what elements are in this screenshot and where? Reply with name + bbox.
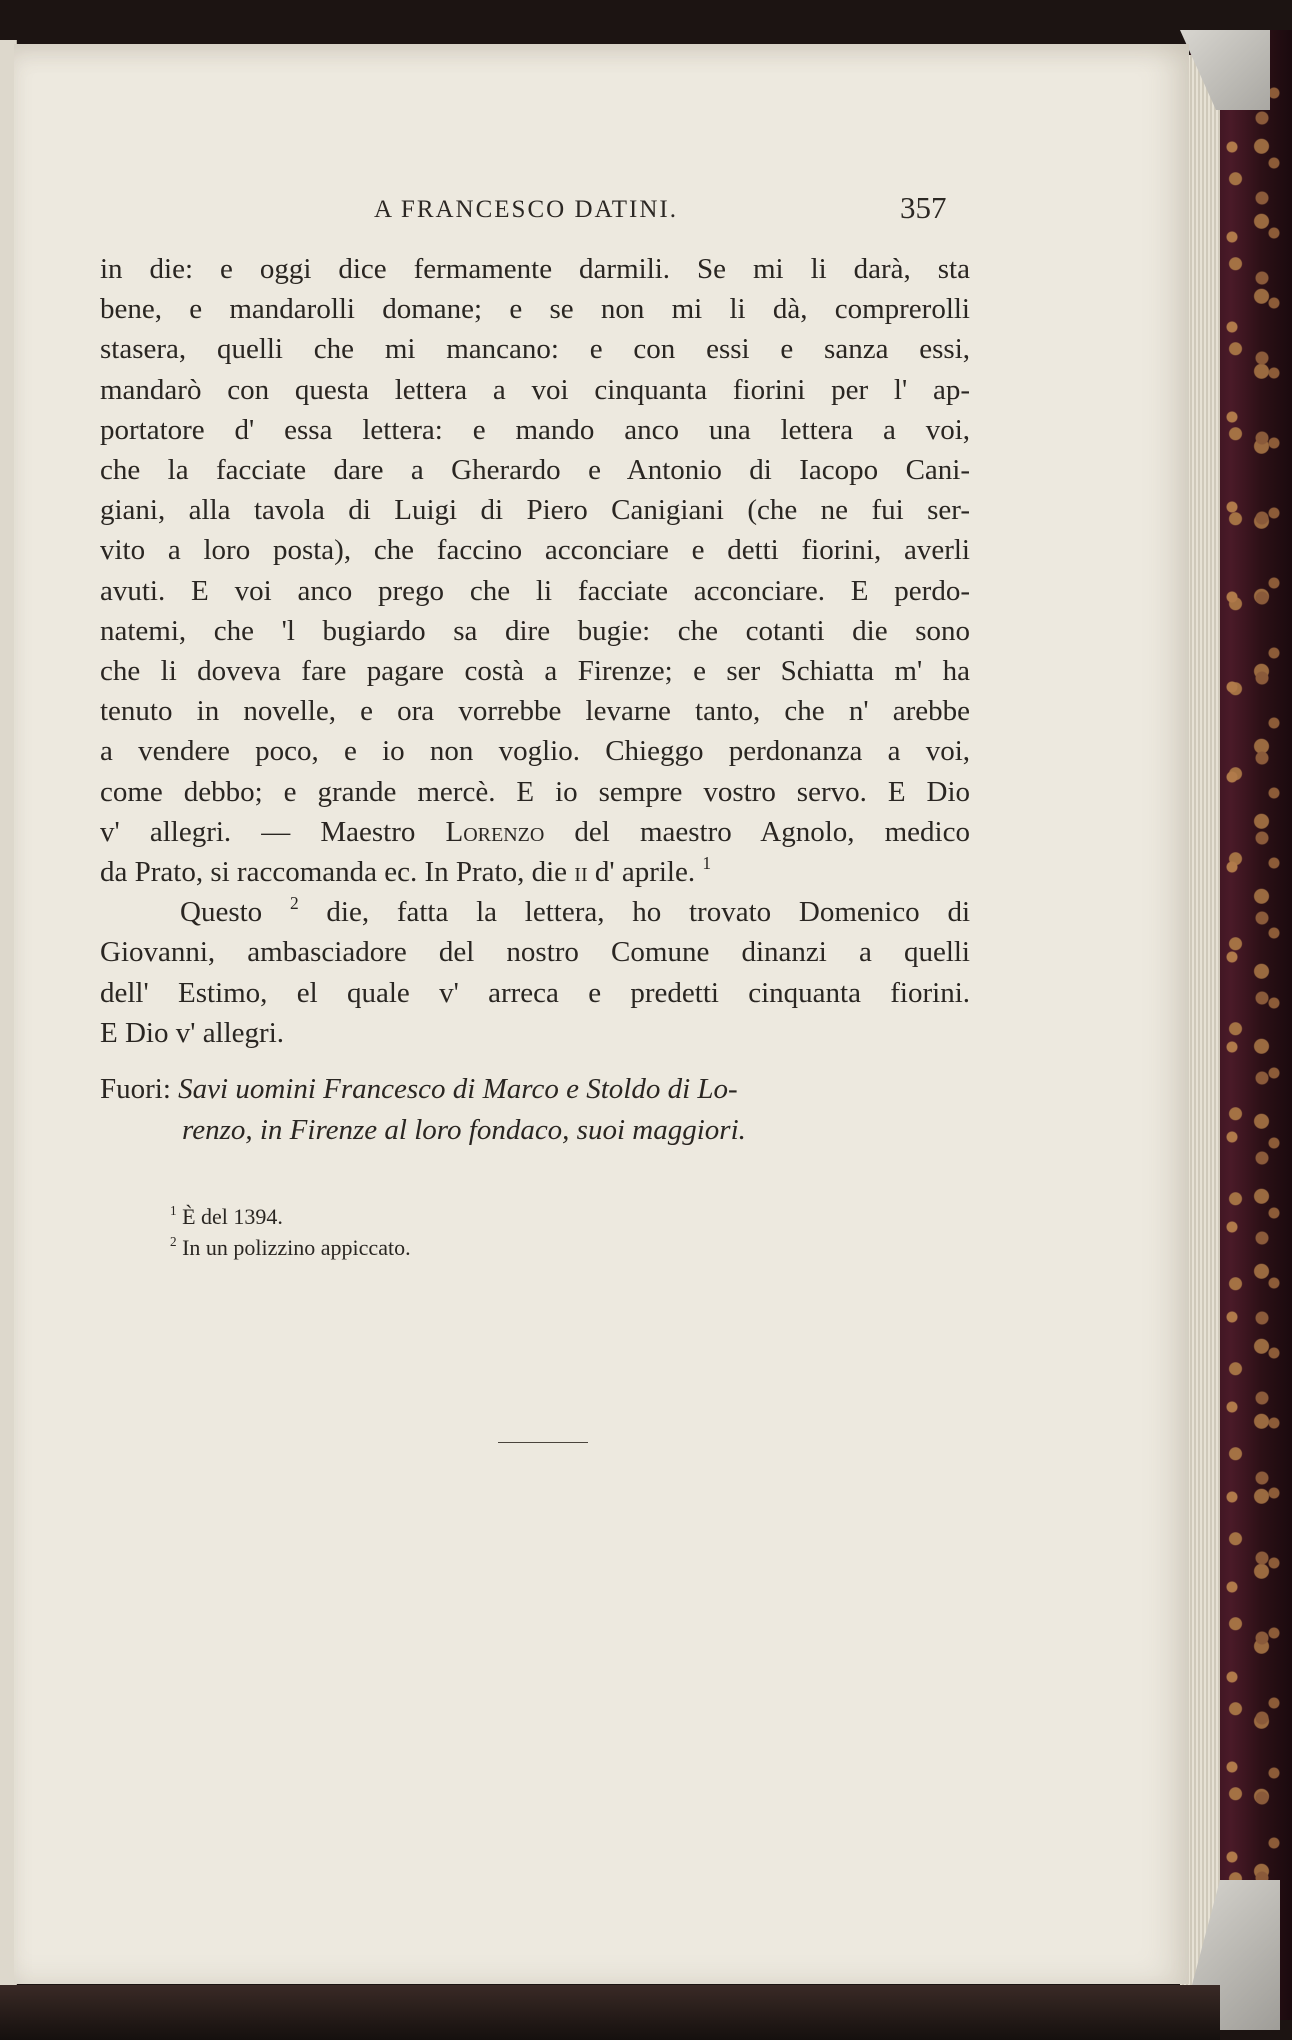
signature-after: del maestro Agnolo, medico [544, 815, 970, 848]
date-line [100, 852, 970, 892]
running-title: A FRANCESCO DATINI. [374, 196, 679, 223]
postscript-first-rest: die, fatta la lettera, ho trovato Domenico di [298, 896, 970, 929]
text-line: a vendere poco, e io non voglio. Chieggo perdonanza a voi, [100, 735, 970, 768]
text-line: che li doveva fare pagare costà a Firenze; e ser Schiatta m' ha [100, 655, 970, 688]
date-month: d' aprile. [587, 856, 696, 889]
text-line: avuti. E voi anco prego che li facciate acconciare. E perdo- [100, 574, 970, 607]
address-line-2: renzo, in Firenze al loro fondaco, suoi maggiori. [182, 1114, 746, 1146]
footnote [170, 1201, 411, 1232]
postscript-first-word: Questo [180, 896, 263, 929]
text-line: natemi, che 'l bugiardo sa dire bugie: che cotanti die sono [100, 614, 970, 647]
signature-before: v' allegri. — Maestro [100, 815, 446, 848]
signature-name: Lorenzo [445, 815, 545, 848]
text-line: Giovanni, ambasciadore del nostro Comune dinanzi a quelli [100, 936, 970, 969]
postscript-first-line [100, 892, 970, 932]
footnote-text: In un polizzino appiccato. [182, 1235, 411, 1260]
footnote-ref: 2 [289, 893, 299, 914]
address-block [100, 1069, 970, 1151]
date-text: da Prato, si raccomanda ec. In Prato, die [100, 856, 575, 889]
text-line: che la facciate dare a Gherardo e Antonio di Iacopo Cani- [100, 454, 970, 487]
text-line: in die: e oggi dice fermamente darmili. Se mi li darà, sta [100, 253, 970, 285]
text-line: mandarò con questa lettera a voi cinquanta fiorini per l' ap- [100, 373, 970, 406]
signature-line [100, 812, 970, 852]
bottom-binding [0, 1985, 1220, 2040]
text-line: bene, e mandarolli domane; e se non mi li dà, comprerolli [100, 293, 970, 326]
footnote-text: È del 1394. [182, 1204, 283, 1229]
text-line: portatore d' essa lettera: e mando anco una lettera a voi, [100, 413, 970, 446]
footnote [170, 1232, 411, 1263]
address-line-1: Savi uomini Francesco di Marco e Stoldo di Lo- [178, 1073, 738, 1105]
text-line: dell' Estimo, el quale v' arreca e predetti cinquanta fiorini. [100, 976, 970, 1009]
footnotes [170, 1201, 411, 1263]
letter-body [100, 249, 970, 1053]
text-line: vito a loro posta), che faccino acconciare e detti fiorini, averli [100, 534, 970, 567]
footnote-mark: 2 [170, 1233, 177, 1249]
text-line: stasera, quelli che mi mancano: e con essi e sanza essi, [100, 333, 970, 366]
address-label: Fuori: [100, 1073, 171, 1105]
text-line: E Dio v' allegri. [100, 1016, 285, 1049]
footnote-mark: 1 [170, 1202, 177, 1218]
text-line: tenuto in novelle, e ora vorrebbe levarne tanto, che n' arebbe [100, 695, 970, 728]
text-line: giani, alla tavola di Luigi di Piero Canigiani (che ne fui ser- [100, 494, 970, 527]
end-rule [498, 1442, 588, 1443]
footnote-ref: 1 [702, 852, 712, 873]
text-line: come debbo; e grande mercè. E io sempre vostro servo. E Dio [100, 775, 970, 808]
book-page [14, 44, 1189, 1984]
page-number: 357 [900, 190, 947, 225]
date-day: ii [574, 856, 588, 889]
